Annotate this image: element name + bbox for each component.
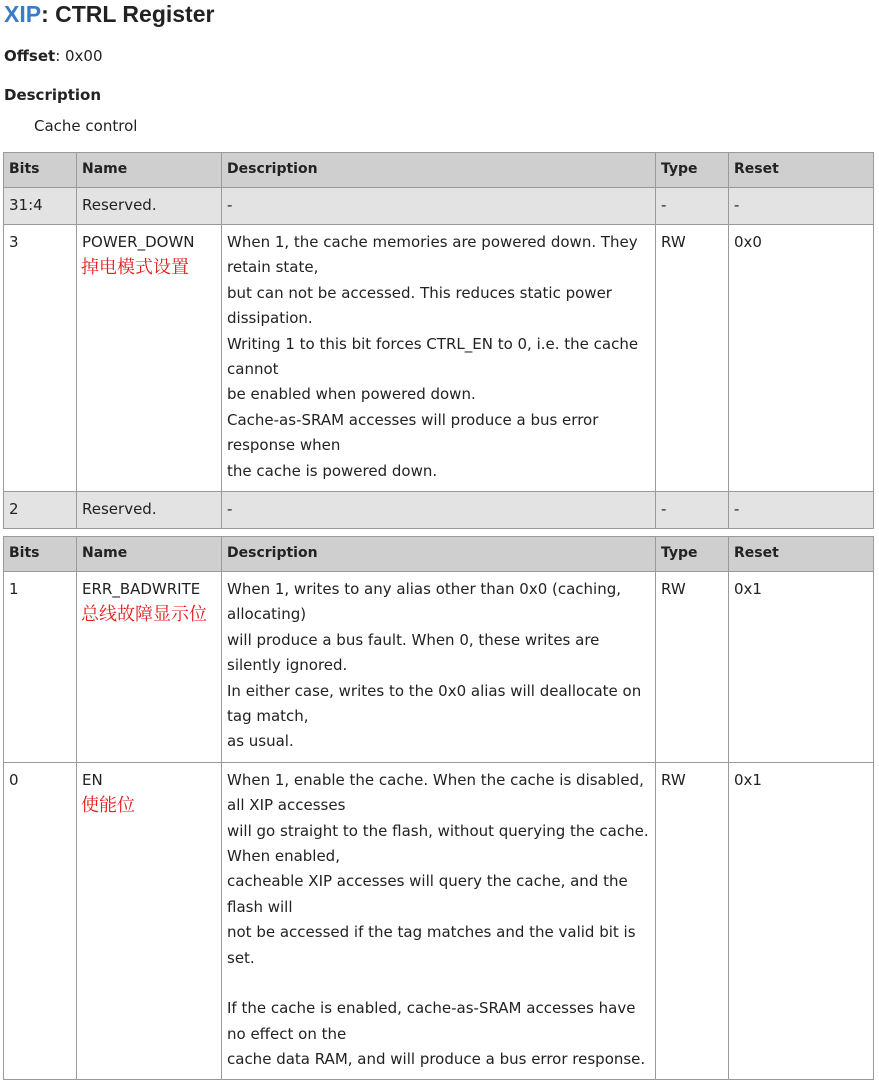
table-header-row [4, 153, 874, 188]
bits-cell: 3 [4, 225, 77, 492]
bits-cell: 31:4 [4, 188, 77, 225]
description-line: Writing 1 to this bit forces CTRL_EN to 0, i.e. the cache cannot [227, 334, 639, 379]
field-name: EN [82, 770, 103, 789]
col-header-name: Name [77, 537, 222, 572]
type-cell: - [656, 492, 729, 529]
description-cell [222, 225, 656, 492]
description-line: not be accessed if the tag matches and the valid bit is set. [227, 923, 636, 967]
description-line: but can not be accessed. This reduces static power dissipation. [227, 283, 612, 328]
table-row [4, 225, 874, 492]
table-row [4, 188, 874, 225]
description-line: will produce a bus fault. When 0, these writes are silently ignored. [227, 630, 600, 675]
type-cell: RW [656, 572, 729, 763]
description-text: Cache control [34, 117, 138, 135]
handwritten-note: 掉电模式设置 [81, 257, 189, 279]
offset-value: : 0x00 [55, 47, 103, 65]
page-title [4, 1, 214, 28]
type-cell: RW [656, 225, 729, 492]
description-line: If the cache is enabled, cache-as-SRAM accesses have no effect on the [227, 999, 636, 1043]
description-cell [222, 188, 656, 225]
register-table-2 [3, 536, 874, 1080]
handwritten-note: 总线故障显示位 [81, 604, 207, 626]
description-line: When 1, enable the cache. When the cache is disabled, all XIP accesses [227, 770, 644, 815]
bits-cell: 2 [4, 492, 77, 529]
reset-cell: - [729, 492, 874, 529]
col-header-reset: Reset [729, 153, 874, 188]
field-name: POWER_DOWN [82, 233, 195, 251]
reset-cell: 0x1 [729, 762, 874, 1079]
description-line: - [227, 196, 233, 215]
bits-cell: 1 [4, 572, 77, 763]
reset-cell: 0x1 [729, 572, 874, 763]
table-header-row [4, 537, 874, 572]
col-header-type: Type [656, 153, 729, 188]
col-header-description: Description [222, 537, 656, 572]
table-row [4, 572, 874, 763]
description-line: When 1, the cache memories are powered down. They retain state, [227, 233, 638, 277]
description-line: Cache-as-SRAM accesses will produce a bus error response when [227, 410, 599, 455]
description-cell [222, 762, 656, 1079]
bits-cell: 0 [4, 762, 77, 1079]
col-header-description: Description [222, 153, 656, 188]
description-line: be enabled when powered down. [227, 385, 476, 404]
col-header-bits: Bits [4, 537, 77, 572]
name-cell [77, 225, 222, 492]
col-header-reset: Reset [729, 537, 874, 572]
handwritten-note: 使能位 [81, 795, 135, 817]
description-line: cache data RAM, and will produce a bus error response. [227, 1049, 646, 1068]
description-cell [222, 492, 656, 529]
field-name: ERR_BADWRITE [82, 580, 201, 598]
description-line: will go straight to the flash, without querying the cache. When enabled, [227, 821, 649, 866]
name-cell [77, 572, 222, 763]
description-line: - [227, 500, 233, 519]
field-name: Reserved. [82, 500, 157, 519]
description-heading: Description [4, 86, 102, 104]
col-header-name: Name [77, 153, 222, 188]
name-cell [77, 762, 222, 1079]
col-header-bits: Bits [4, 153, 77, 188]
type-cell: - [656, 188, 729, 225]
name-cell [77, 188, 222, 225]
reset-cell: 0x0 [729, 225, 874, 492]
name-cell [77, 492, 222, 529]
col-header-type: Type [656, 537, 729, 572]
offset-label: Offset [4, 47, 56, 65]
description-line: When 1, writes to any alias other than 0x0 (caching, allocating) [227, 580, 622, 624]
table-row [4, 492, 874, 529]
field-name: Reserved. [82, 196, 157, 215]
description-line: In either case, writes to the 0x0 alias will deallocate on tag match, [227, 681, 642, 726]
peripheral-link[interactable]: XIP [4, 1, 42, 27]
description-cell [222, 572, 656, 763]
reset-cell: - [729, 188, 874, 225]
offset-line [4, 47, 103, 65]
description-line: the cache is powered down. [227, 461, 438, 480]
type-cell: RW [656, 762, 729, 1079]
register-table-1 [3, 152, 874, 529]
blank-line [227, 971, 650, 996]
table-row [4, 762, 874, 1079]
description-line: cacheable XIP accesses will query the cache, and the flash will [227, 872, 628, 916]
description-line: as usual. [227, 732, 294, 751]
register-title: : CTRL Register [41, 1, 215, 27]
